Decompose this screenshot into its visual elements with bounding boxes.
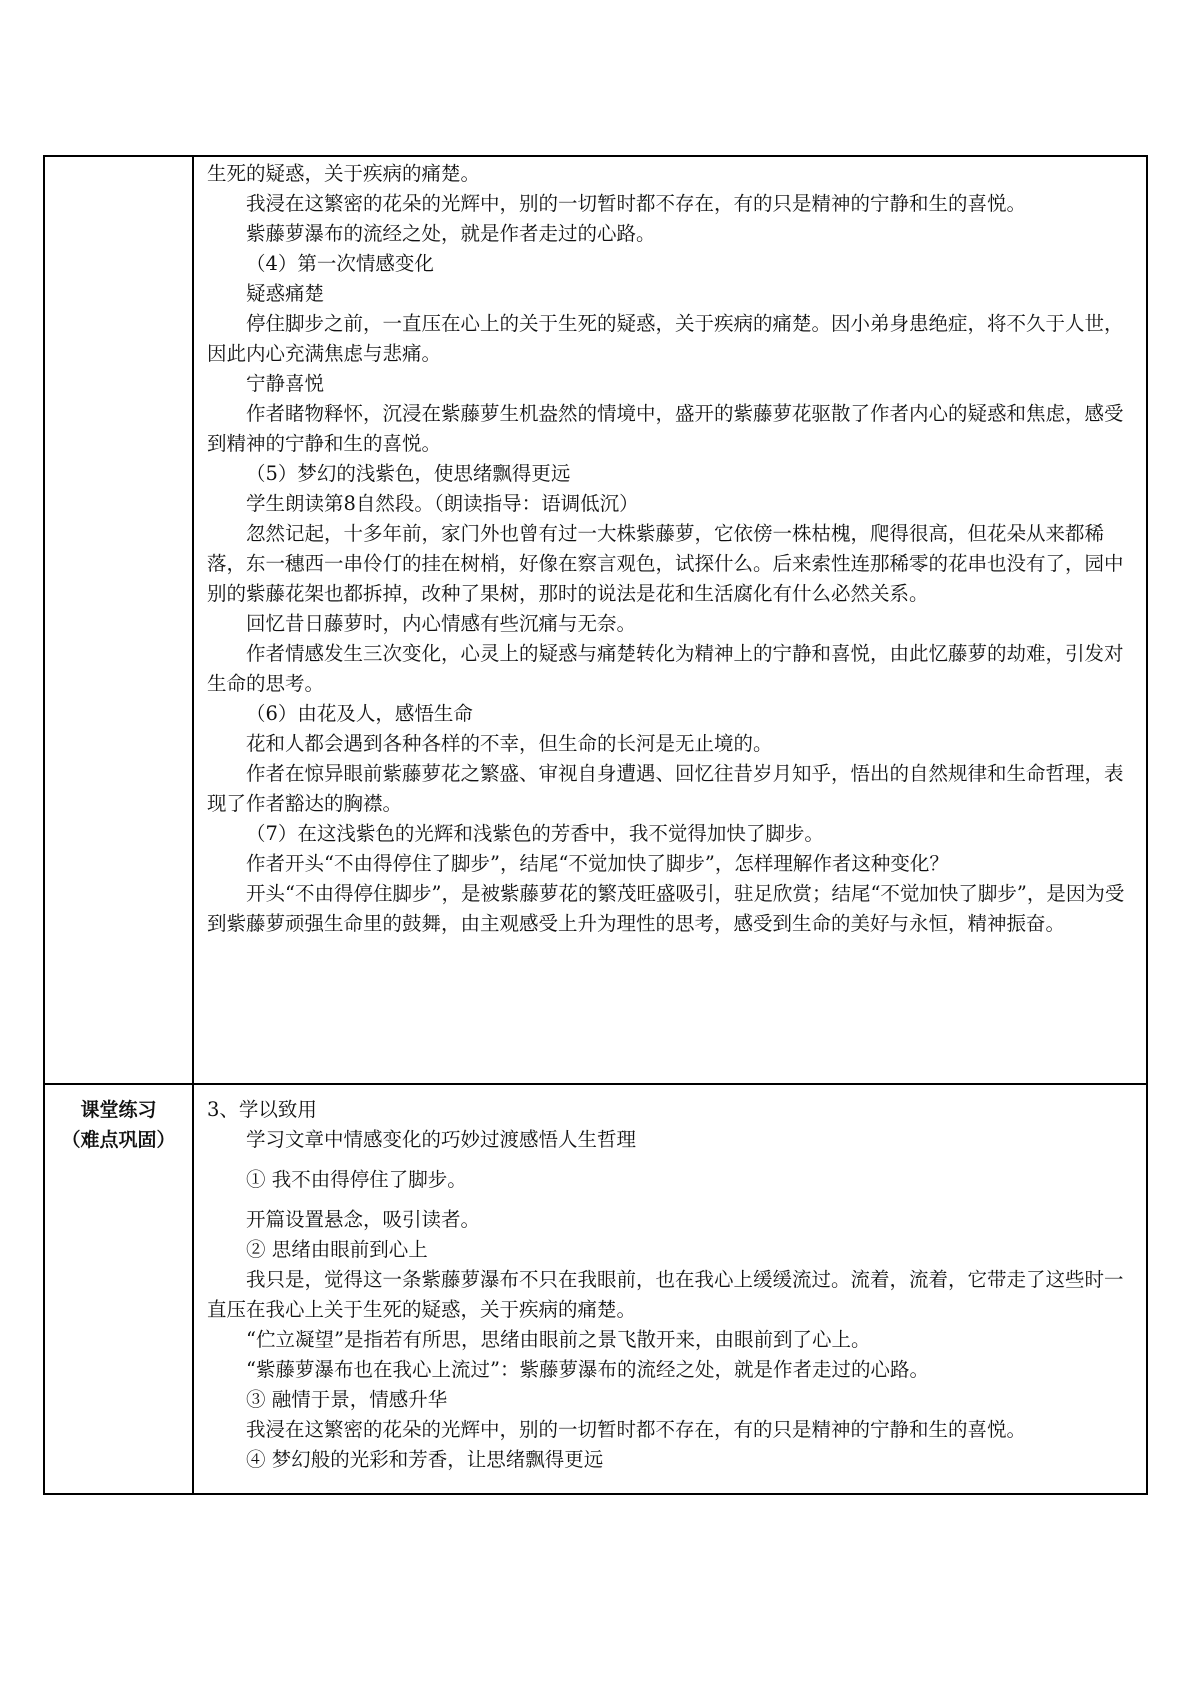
- list-item: ① 我不由得停住了脚步。: [246, 1168, 467, 1191]
- paragraph: 我只是，觉得这一条紫藤萝瀑布不只在我眼前，也在我心上缓缓流过。流着，流着，它带走了这些时一直压在我心上关于生死的疑惑，关于疾病的痛楚。: [207, 1268, 1124, 1321]
- paragraph: 花和人都会遇到各种各样的不幸，但生命的长河是无止境的。: [246, 732, 773, 755]
- row-label: [45, 1085, 192, 1155]
- paragraph: 停住脚步之前，一直压在心上的关于生死的疑惑，关于疾病的痛楚。因小弟身患绝症，将不久于人世，因此内心充满焦虑与悲痛。: [207, 312, 1124, 365]
- list-item: ③ 融情于景，情感升华: [246, 1388, 448, 1411]
- paragraph: “紫藤萝瀑布也在我心上流过”：紫藤萝瀑布的流经之处，就是作者走过的心路。: [246, 1358, 929, 1381]
- list-item: ② 思绪由眼前到心上: [246, 1238, 428, 1261]
- subheading: 宁静喜悦: [246, 372, 325, 395]
- paragraph: 回忆昔日藤萝时，内心情感有些沉痛与无奈。: [246, 612, 637, 635]
- paragraph: 学生朗读第8自然段。（朗读指导：语调低沉）: [246, 492, 639, 515]
- row-label-line2: （难点巩固）: [61, 1129, 176, 1151]
- subheading: （4）第一次情感变化: [246, 252, 434, 275]
- subheading: 疑惑痛楚: [246, 282, 325, 305]
- content-cell-bottom: [194, 1085, 1146, 1493]
- row-label-line1: 课堂练习: [80, 1099, 157, 1121]
- paragraph: 忽然记起，十多年前，家门外也曾有过一大株紫藤萝，它依傍一株枯槐，爬得很高，但花朵从来都稀落，东一穗西一串伶仃的挂在树梢，好像在察言观色，试探什么。后来索性连那稀零的花串也没有了，园中别的紫藤花架也都拆掉，改种了果树，那时的说法是花和生活腐化有什么必然关系。: [207, 522, 1124, 605]
- subheading: （6）由花及人，感悟生命: [246, 702, 473, 725]
- paragraph: 作者情感发生三次变化，心灵上的疑惑与痛楚转化为精神上的宁静和喜悦，由此忆藤萝的劫难，引发对生命的思考。: [207, 642, 1124, 695]
- paragraph: 作者睹物释怀，沉浸在紫藤萝生机盎然的情境中，盛开的紫藤萝花驱散了作者内心的疑惑和焦虑，感受到精神的宁静和生的喜悦。: [207, 402, 1124, 455]
- paragraph: 作者在惊异眼前紫藤萝花之繁盛、审视自身遭遇、回忆往昔岁月知乎，悟出的自然规律和生命哲理，表现了作者豁达的胸襟。: [207, 762, 1124, 815]
- content-cell-top: [194, 157, 1146, 1083]
- lesson-table: [43, 155, 1148, 1495]
- list-item: ④ 梦幻般的光彩和芳香，让思绪飘得更远: [246, 1448, 604, 1471]
- question: 作者开头“不由得停住了脚步”，结尾“不觉加快了脚步”，怎样理解作者这种变化？: [246, 852, 949, 875]
- paragraph: 我浸在这繁密的花朵的光辉中，别的一切暂时都不存在，有的只是精神的宁静和生的喜悦。: [246, 192, 1027, 215]
- subheading: （5）梦幻的浅紫色，使思绪飘得更远: [246, 462, 571, 485]
- subheading: （7）在这浅紫色的光辉和浅紫色的芳香中，我不觉得加快了脚步。: [246, 822, 824, 845]
- paragraph: 紫藤萝瀑布的流经之处，就是作者走过的心路。: [246, 222, 656, 245]
- paragraph: 开篇设置悬念，吸引读者。: [246, 1208, 481, 1231]
- paragraph: 学习文章中情感变化的巧妙过渡感悟人生哲理: [246, 1128, 637, 1151]
- paragraph: “伫立凝望”是指若有所思，思绪由眼前之景飞散开来，由眼前到了心上。: [246, 1328, 871, 1351]
- paragraph: 生死的疑惑，关于疾病的痛楚。: [207, 162, 481, 185]
- paragraph: 我浸在这繁密的花朵的光辉中，别的一切暂时都不存在，有的只是精神的宁静和生的喜悦。: [246, 1418, 1027, 1441]
- section-heading: 3、学以致用: [207, 1098, 317, 1121]
- paragraph: 开头“不由得停住脚步”，是被紫藤萝花的繁茂旺盛吸引，驻足欣赏；结尾“不觉加快了脚步”，是因为受到紫藤萝顽强生命里的鼓舞，由主观感受上升为理性的思考，感受到生命的美好与永恒，精神振奋。: [207, 882, 1125, 935]
